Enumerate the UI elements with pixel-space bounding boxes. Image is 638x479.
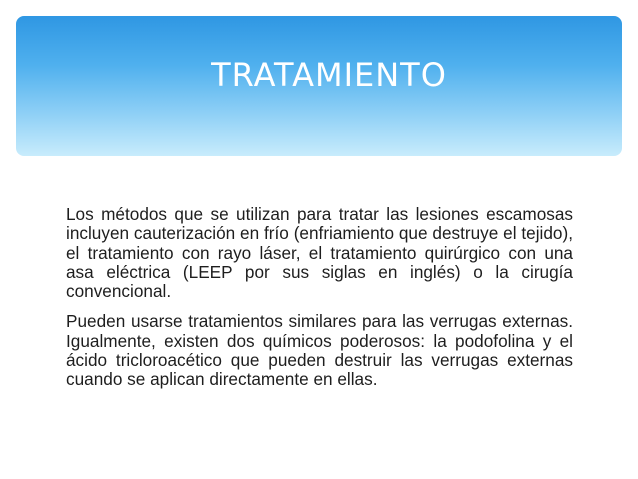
title-banner	[16, 16, 622, 156]
slide-title: TRATAMIENTO	[211, 56, 447, 94]
slide-body	[66, 205, 573, 401]
paragraph-external-warts: Pueden usarse tratamientos similares para las verrugas externas. Igualmente, existen dos químicos poderosos: la podofolina y el ácido tricloroacético que pueden destruir las verrugas externas cuando se aplican directamente en ellas.	[66, 311, 573, 390]
paragraph-methods: Los métodos que se utilizan para tratar las lesiones escamosas incluyen cauterización en frío (enfriamiento que destruye el tejido), el tratamiento con rayo láser, el tratamiento quirúrgico con una asa eléctrica (LEEP por sus siglas en inglés) o la cirugía convencional.	[66, 204, 573, 302]
